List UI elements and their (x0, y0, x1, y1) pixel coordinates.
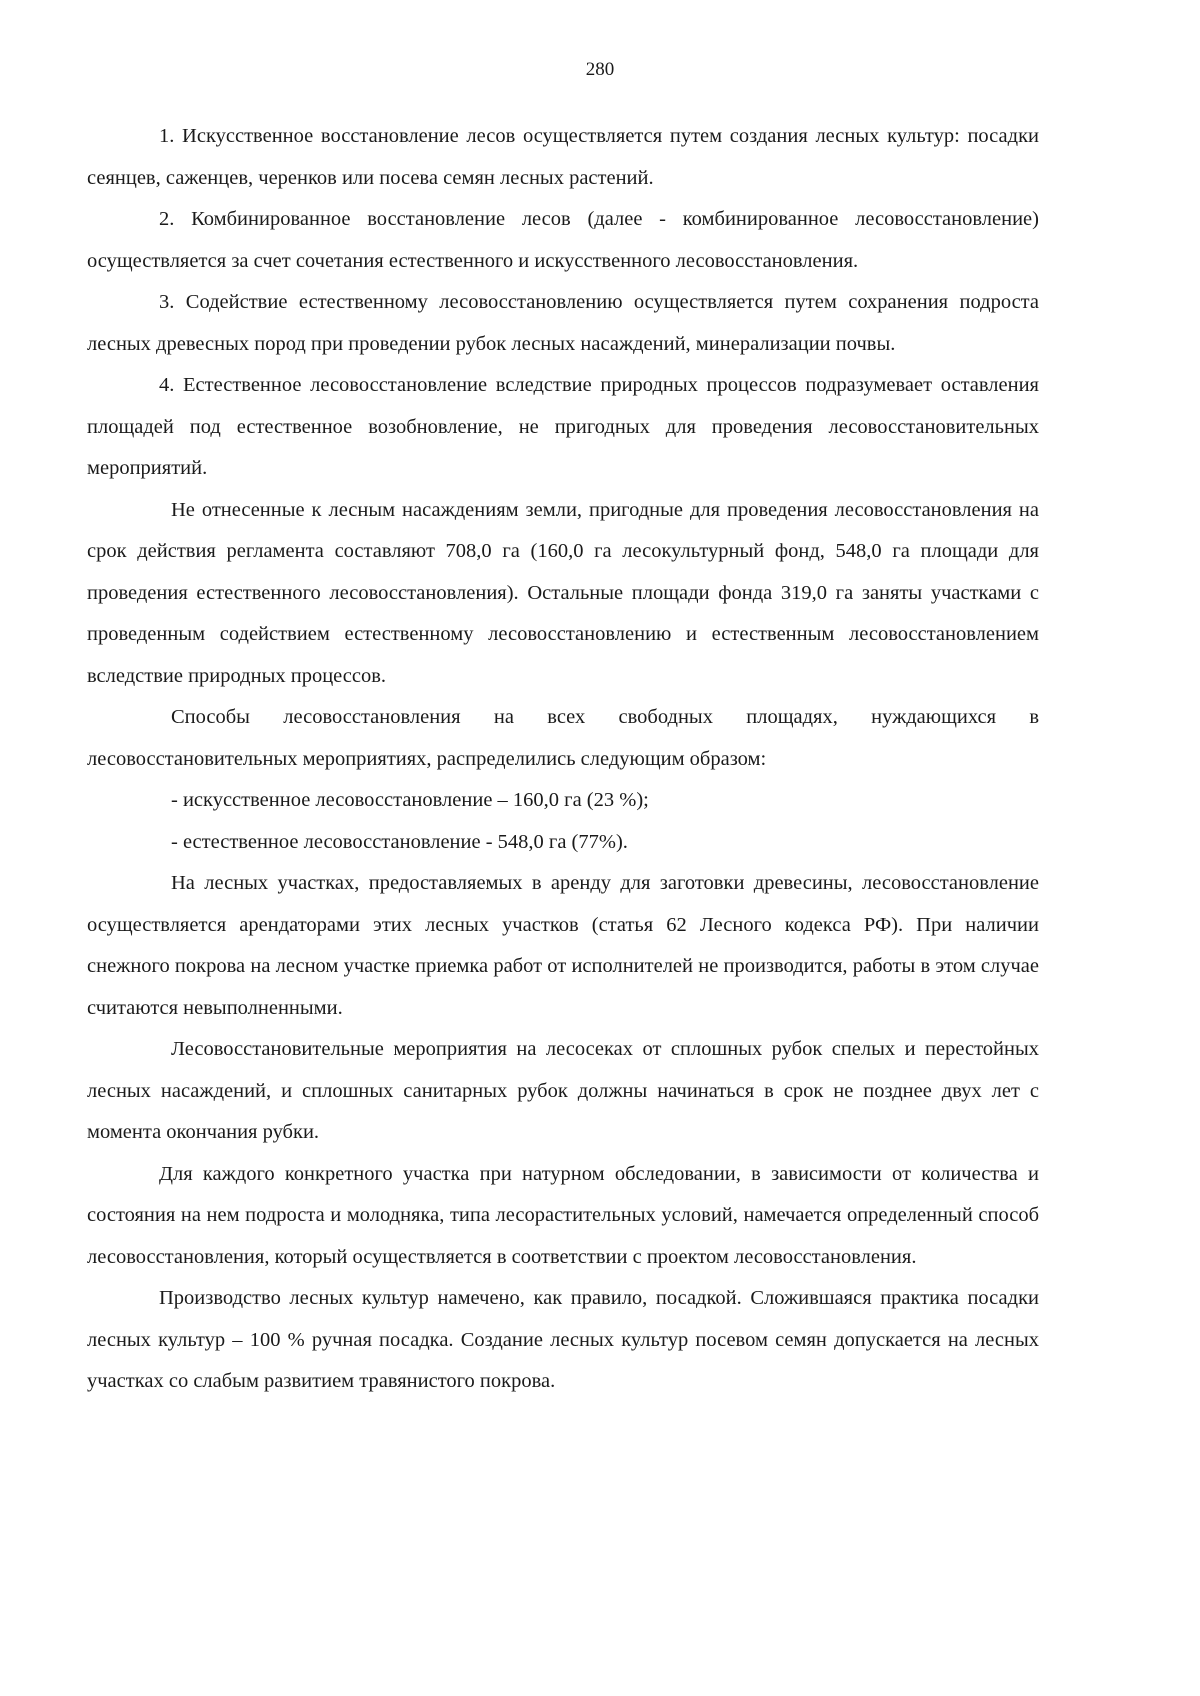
paragraph-artificial-reforestation: 1. Искусственное восстановление лесов осуществляется путем создания лесных культур: посадки сеянцев, саженцев, черенков или посева семян лесных растений. (87, 125, 1039, 189)
paragraph-site-survey: Для каждого конкретного участка при натурном обследовании, в зависимости от количества и состояния на нем подроста и молодняка, типа лесорастительных условий, намечается определенный способ лесовосстановления, который осуществляется в соответствии с проектом лесовосстановления. (87, 1162, 1039, 1268)
paragraph-reforestation-methods: Способы лесовосстановления на всех свободных площадях, нуждающихся в лесовосстановительных мероприятиях, распределились следующим образом: (87, 706, 1039, 770)
page-number: 280 (585, 59, 615, 80)
paragraph-natural-reforestation: 4. Естественное лесовосстановление вследствие природных процессов подразумевает оставления площадей под естественное возобновление, не пригодных для проведения лесовосстановительных мероприятий. (87, 374, 1039, 479)
paragraph-assisted-natural-reforestation: 3. Содействие естественному лесовосстановлению осуществляется путем сохранения подроста лесных древесных пород при проведении рубок лесных насаждений, минерализации почвы. (87, 291, 1039, 355)
list-item-artificial: - искусственное лесовосстановление – 160,0 га (23 %); (171, 789, 649, 811)
paragraph-clearcut-measures: Лесовосстановительные мероприятия на лесосеках от сплошных рубок спелых и перестойных лесных насаждений, и сплошных санитарных рубок должны начинаться в срок не позднее двух лет с момента окончания рубки. (87, 1038, 1039, 1143)
list-item-natural: - естественное лесовосстановление - 548,0 га (77%). (171, 830, 628, 853)
paragraph-combined-reforestation: 2. Комбинированное восстановление лесов (далее - комбинированное лесовосстановление) осуществляется за счет сочетания естественного и искусственного лесовосстановления. (87, 208, 1039, 272)
document-body (87, 116, 1039, 1403)
paragraph-land-areas: Не отнесенные к лесным насаждениям земли, пригодные для проведения лесовосстановления на срок действия регламента составляют 708,0 га (160,0 га лесокультурный фонд, 548,0 га площади для проведения естественного лесовосстановления). Остальные площади фонда 319,0 га заняты участками с проведенным содействием естественному лесовосстановлению и естественным лесовосстановлением вследствие природных процессов. (87, 498, 1039, 687)
paragraph-planting-practice: Производство лесных культур намечено, как правило, посадкой. Сложившаяся практика посадки лесных культур – 100 % ручная посадка. Создание лесных культур посевом семян допускается на лесных участках со слабым развитием травянистого покрова. (87, 1287, 1039, 1392)
paragraph-leased-plots: На лесных участках, предоставляемых в аренду для заготовки древесины, лесовосстановление осуществляется арендаторами этих лесных участков (статья 62 Лесного кодекса РФ). При наличии снежного покрова на лесном участке приемка работ от исполнителей не производится, работы в этом случае считаются невыполненными. (87, 872, 1039, 1019)
